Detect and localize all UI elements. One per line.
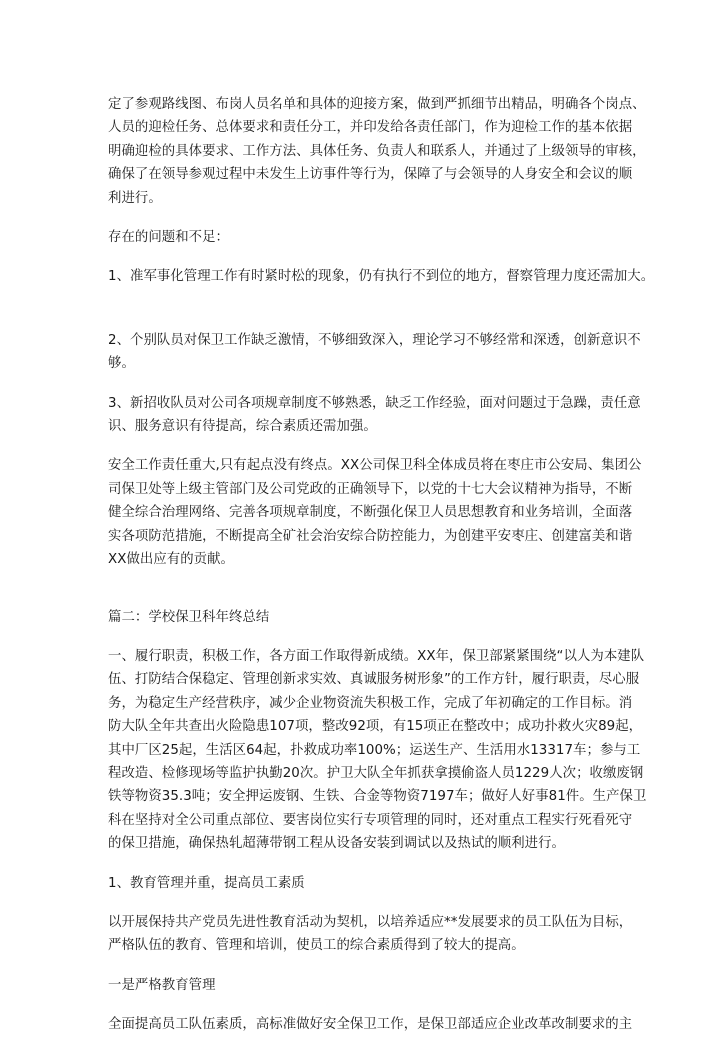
text-line: 科在坚持对全公司重点部位、要害岗位实行专项管理的同时，还对重点工程实行死看死守 bbox=[108, 812, 633, 828]
text-line: 其中厂区25起，生活区64起，扑救成功率100%；运送生产、生活用水13317车；参与工 bbox=[108, 742, 641, 758]
text-line: 程改造、检修现场等监护执勤20次。护卫大队全年抓获拿摸偷盗人员1229人次；收缴废钢 bbox=[108, 765, 644, 781]
problem-item-3 bbox=[108, 392, 641, 439]
paragraph-education bbox=[108, 911, 633, 958]
text-line: 人员的迎检任务、总体要求和责任分工，并印发给各责任部门，作为迎检工作的基本依据 bbox=[108, 120, 633, 136]
strict-management-heading: 一是严格教育管理 bbox=[108, 977, 216, 993]
text-line: 2、个别队员对保卫工作缺乏激情，不够细致深入，理论学习不够经常和深透，创新意识不 bbox=[108, 332, 641, 348]
text-line: 安全工作责任重大,只有起点没有终点。XX公司保卫科全体成员将在枣庄市公安局、集团公 bbox=[108, 458, 642, 474]
text-line: XX做出应有的贡献。 bbox=[108, 552, 234, 568]
article-title: 篇二：学校保卫科年终总结 bbox=[108, 609, 270, 625]
text-line: 务，为稳定生产经营秩序，减少企业物资流失积极工作，完成了年初确定的工作目标。消 bbox=[108, 695, 633, 711]
document-page bbox=[108, 93, 655, 1037]
text-line: 1、准军事化管理工作有时紧时松的现象，仍有执行不到位的地方，督察管理力度还需加大。 bbox=[108, 269, 655, 285]
text-line: 的保卫措施，确保热轧超薄带钢工程从设备安装到调试以及热试的顺利进行。 bbox=[108, 836, 565, 852]
text-line: 利进行。 bbox=[108, 190, 162, 206]
text-line: 识、服务意识有待提高，综合素质还需加强。 bbox=[108, 419, 377, 435]
paragraph-improve-quality bbox=[108, 1013, 633, 1036]
text-line: 够。 bbox=[108, 356, 135, 372]
text-line: 司保卫处等上级主管部门及公司党政的正确领导下，以党的十七大会议精神为指导，不断 bbox=[108, 481, 633, 497]
text-line: 防大队全年共查出火险隐患107项，整改92项，有15项正在整改中；成功扑救火灾89起， bbox=[108, 719, 643, 735]
text-line: 伍、打防结合保稳定、管理创新求实效、真诚服务树形象”的工作方针，履行职责，尽心服 bbox=[108, 672, 640, 688]
text-line: 明确迎检的具体要求、工作方法、具体任务、负责人和联系人，并通过了上级领导的审核， bbox=[108, 143, 646, 159]
text-line: 严格队伍的教育、管理和培训，使员工的综合素质得到了较大的提高。 bbox=[108, 938, 525, 954]
problem-item-1 bbox=[108, 265, 655, 288]
subsection-heading: 1、教育管理并重，提高员工素质 bbox=[108, 875, 305, 891]
text-line: 定了参观路线图、布岗人员名单和具体的迎接方案，做到严抓细节出精品，明确各个岗点、 bbox=[108, 97, 646, 112]
text-line: 铁等物资35.3吨；安全押运废钢、生铁、合金等物资7197车；做好人好事81件。生产保卫 bbox=[108, 789, 647, 805]
paragraph-welcome-plan bbox=[108, 93, 646, 210]
problem-item-2 bbox=[108, 329, 641, 376]
text-line: 全面提高员工队伍素质，高标准做好安全保卫工作，是保卫部适应企业改革改制要求的主 bbox=[108, 1017, 633, 1033]
paragraph-section-1 bbox=[108, 645, 647, 856]
text-line: 3、新招收队员对公司各项规章制度不够熟悉，缺乏工作经验，面对问题过于急躁，责任意 bbox=[108, 395, 641, 411]
text-line: 健全综合治理网络、完善各项规章制度，不断强化保卫人员思想教育和业务培训，全面落 bbox=[108, 505, 633, 521]
paragraph-safety-responsibility bbox=[108, 454, 642, 571]
text-line: 实各项防范措施，不断提高全矿社会治安综合防控能力，为创建平安枣庄、创建富美和谐 bbox=[108, 528, 633, 544]
text-line: 以开展保持共产党员先进性教育活动为契机，以培养适应**发展要求的员工队伍为目标， bbox=[108, 914, 633, 930]
text-line: 一、履行职责，积极工作，各方面工作取得新成绩。XX年，保卫部紧紧围绕“以人为本建队 bbox=[108, 648, 645, 664]
text-line: 确保了在领导参观过程中未发生上访事件等行为，保障了与会领导的人身安全和会议的顺 bbox=[108, 167, 633, 183]
problems-heading: 存在的问题和不足： bbox=[108, 230, 229, 246]
